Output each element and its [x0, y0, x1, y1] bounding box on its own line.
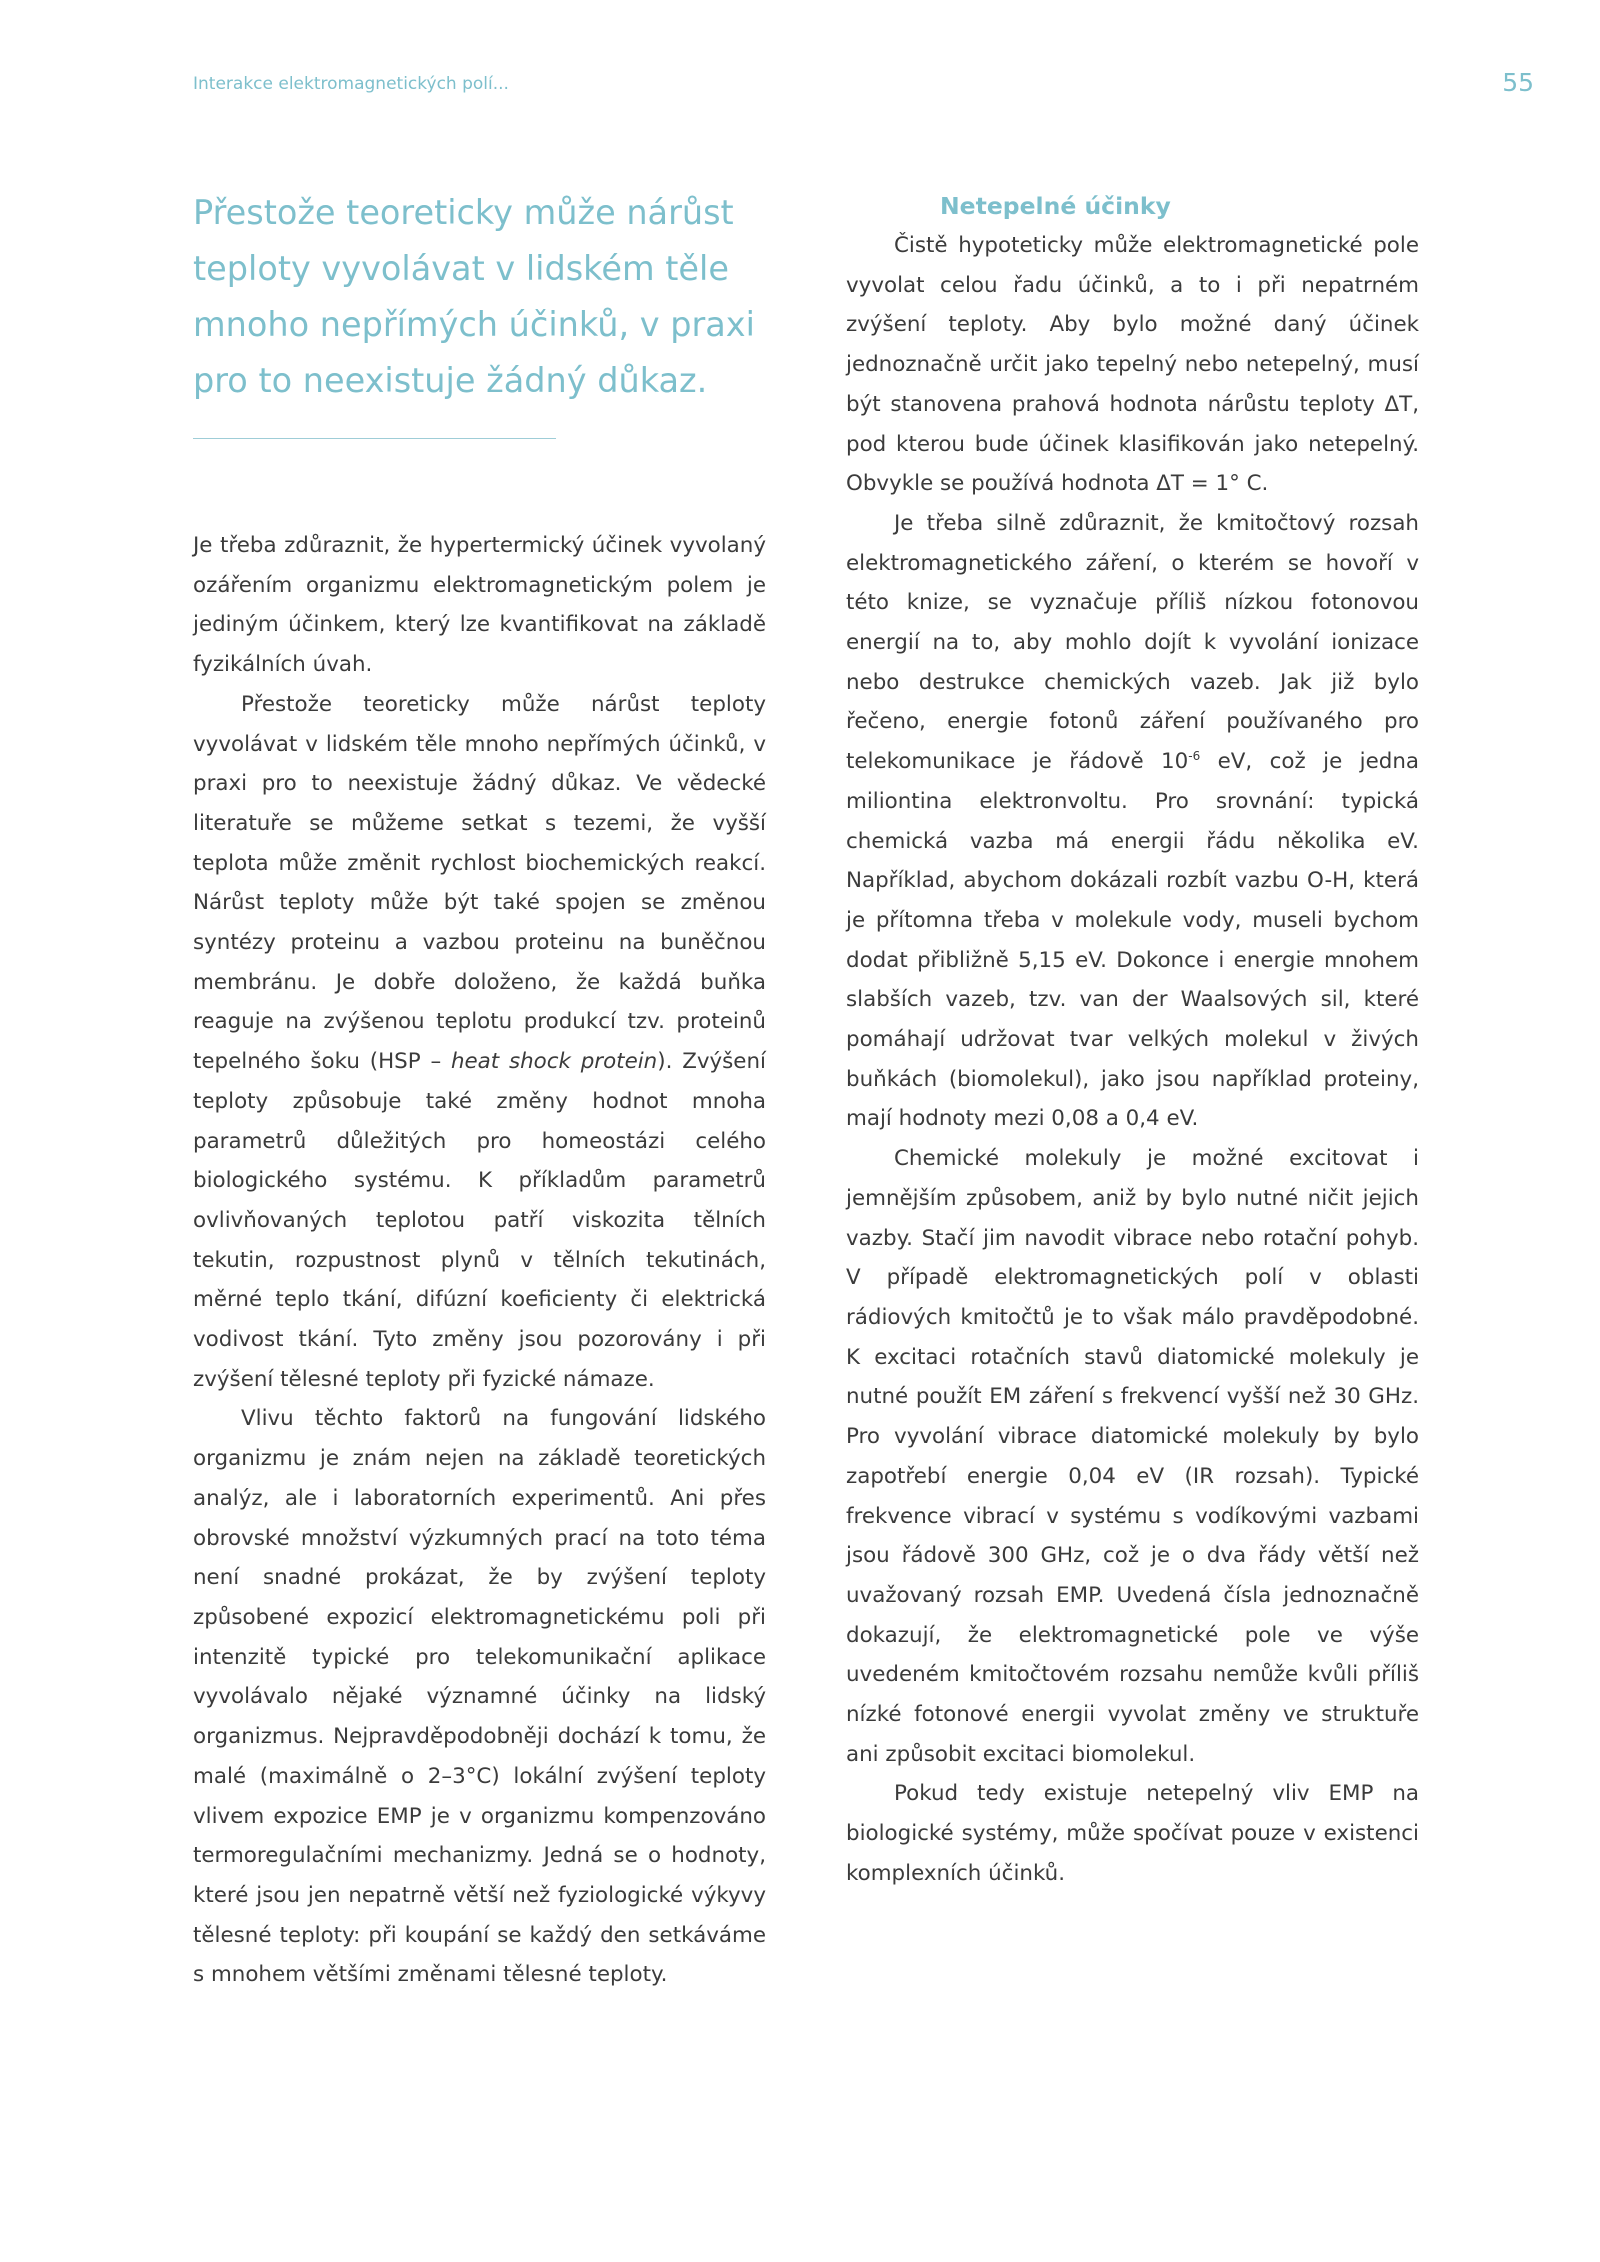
left-paragraph-3: Vlivu těchto faktorů na fungování lidského organizmu je znám nejen na základě teoretických analýz, ale i laboratorních experimentů. Ani přes obrovské množství výzkumných prací na toto téma není snadné prokázat, že by zvýšení teploty způsobené expozicí elektromagnetickému poli při intenzitě typické pro telekomunikační aplikace vyvolávalo nějaké významné účinky na lidský organizmus. Nejpravděpodobněji dochází k tomu, že malé (maximálně o 2–3°C) lokální zvýšení teploty vlivem expozice EMP je v organizmu kompenzováno termoregulačními mechanizmy. Jedná se o hodnoty, které jsou jen nepatrně větší než fyziologické výkyvy tělesné teploty: při koupání se každý den setkáváme s mnohem většími změnami tělesné teploty.: [193, 1406, 766, 1988]
right-paragraph-2-text-a: Je třeba silně zdůraznit, že kmitočtový rozsah elektromagnetického záření, o kterém se hovoří v této knize, se vyznačuje příliš nízkou fotonovou energií na to, aby mohlo dojít k vyvolání ionizace nebo destrukce chemických vazeb. Jak již bylo řečeno, energie fotonů záření používaného pro telekomunikace je řádově 10: [846, 510, 1419, 775]
left-paragraph-1: Je třeba zdůraznit, že hypertermický účinek vyvolaný ozářením organizmu elektromagnetickým polem je jediným účinkem, který lze kvantifikovat na základě fyzikálních úvah.: [193, 533, 766, 678]
right-paragraph-4: Pokud tedy existuje netepelný vliv EMP na biologické systémy, může spočívat pouze v existenci komplexních účinků.: [846, 1781, 1419, 1886]
left-paragraph-2-text-a: Přestože teoreticky může nárůst teploty vyvolávat v lidském těle mnoho nepřímých účinků, v praxi pro to neexistuje žádný důkaz. Ve vědecké literatuře se můžeme setkat s tezemi, že vyšší teplota může změnit rychlost biochemických reakcí. Nárůst teploty může být také spojen se změnou syntézy proteinu a vazbou proteinu na buněčnou membránu. Je dobře doloženo, že každá buňka reaguje na zvýšenou teplotu produkcí tzv. proteinů tepelného šoku (HSP –: [193, 691, 766, 1075]
running-header-title: Interakce elektromagnetických polí...: [193, 74, 509, 94]
right-paragraph-1: Čistě hypoteticky může elektromagnetické pole vyvolat celou řadu účinků, a to i při nepatrném zvýšení teploty. Aby bylo možné daný účinek jednoznačně určit jako tepelný nebo netepelný, musí být stanovena prahová hodnota nárůstu teploty ΔT, pod kterou bude účinek klasifikován jako netepelný. Obvykle se používá hodnota ΔT = 1° C.: [846, 233, 1419, 497]
page-number: 55: [1502, 68, 1534, 97]
right-paragraph-2-text-b: eV, což je jedna miliontina elektronvoltu. Pro srovnání: typická chemická vazba má energii řádu několika eV. Například, abychom dokázali rozbít vazbu O-H, která je přítomna třeba v molekule vody, museli bychom dodat přibližně 5,15 eV. Dokonce i energie mnohem slabších vazeb, tzv. van der Waalsových sil, které pomáhají udržovat tvar velkých molekul v živých buňkách (biomolekul), jako jsou například proteiny, mají hodnoty mezi 0,08 a 0,4 eV.: [846, 749, 1419, 1132]
right-paragraph-2: [846, 504, 1419, 1139]
pullquote-divider: [193, 438, 556, 439]
left-paragraph-2: [193, 685, 766, 1400]
left-column: [193, 526, 766, 1995]
left-paragraph-2-text-b: ). Zvýšení teploty způsobuje také změny hodnot mnoha parametrů důležitých pro homeostázi celého biologického systému. K příkladům parametrů ovlivňovaných teplotou patří viskozita tělních tekutin, rozpustnost plynů v tělních tekutinách, měrné teplo tkání, difúzní koeficienty či elektrická vodivost tkání. Tyto změny jsou pozorovány i při zvýšení tělesné teploty při fyzické námaze.: [193, 1049, 766, 1392]
right-column: [846, 186, 1419, 1894]
section-heading: Netepelné účinky: [940, 192, 1171, 220]
left-paragraph-2-italic-term: heat shock protein: [450, 1049, 658, 1075]
exponent-superscript: -6: [1188, 749, 1201, 764]
pullquote: Přestože teoreticky může nárůst teploty vyvolávat v lidském těle mnoho nepřímých účinků, v praxi pro to neexistuje žádný důkaz.: [193, 193, 755, 400]
right-paragraph-3: Chemické molekuly je možné excitovat i jemnějším způsobem, aniž by bylo nutné ničit jejich vazby. Stačí jim navodit vibrace nebo rotační pohyb. V případě elektromagnetických polí v oblasti rádiových kmitočtů je to však málo pravděpodobné. K excitaci rotačních stavů diatomické molekuly je nutné použít EM záření s frekvencí vyšší než 30 GHz. Pro vyvolání vibrace diatomické molekuly by bylo zapotřebí energie 0,04 eV (IR rozsah). Typické frekvence vibrací v systému s vodíkovými vazbami jsou řádově 300 GHz, což je o dva řády větší než uvažovaný rozsah EMP. Uvedená čísla jednoznačně dokazují, že elektromagnetické pole ve výše uvedeném kmitočtovém rozsahu nemůže kvůli příliš nízké fotonové energii vyvolat změny ve struktuře ani způsobit excitaci biomolekul.: [846, 1146, 1419, 1767]
